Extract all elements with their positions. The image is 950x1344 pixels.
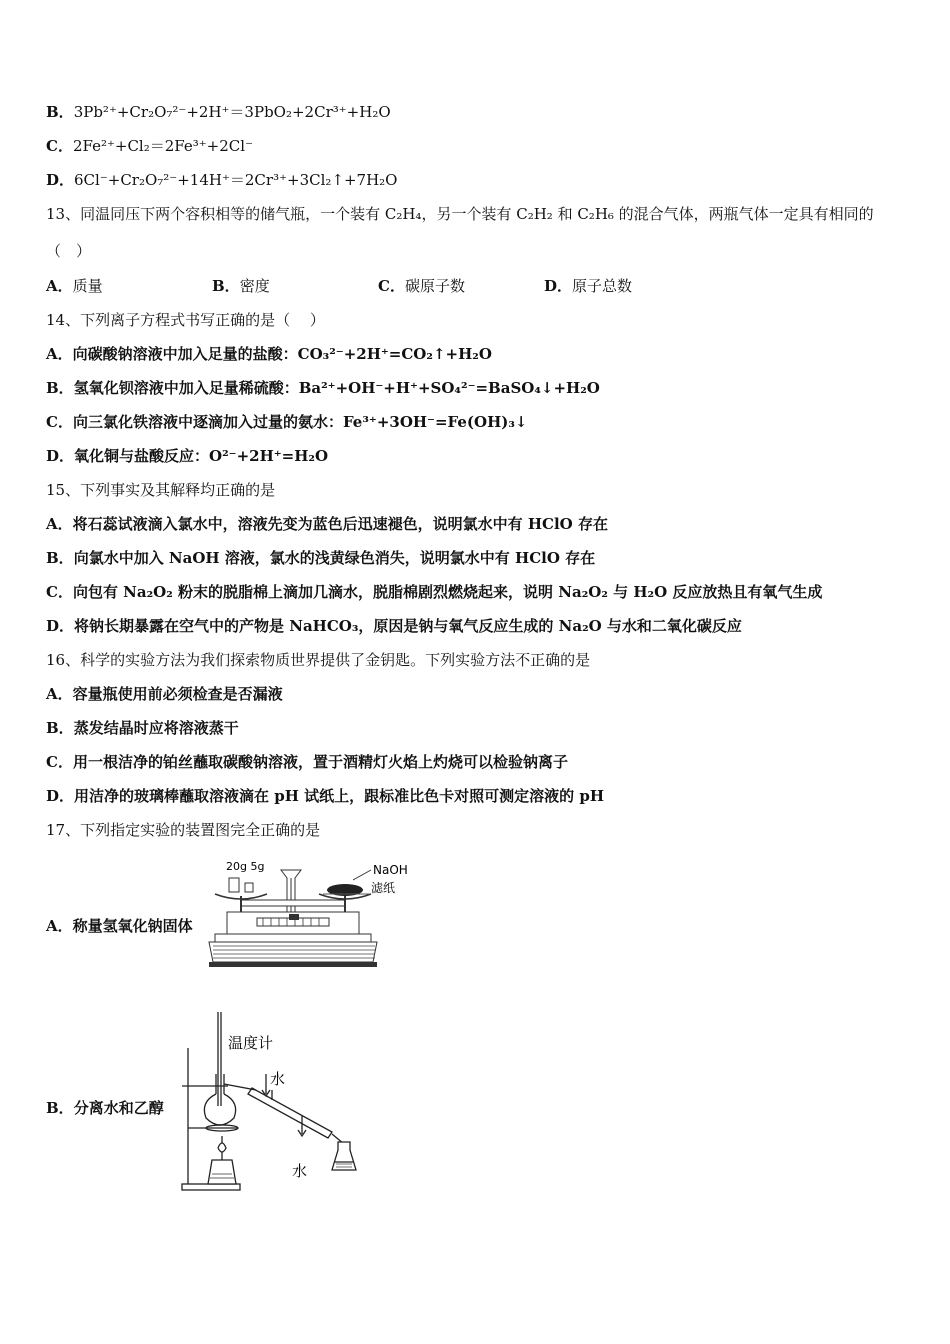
q14-option-a: [46, 344, 492, 364]
q13-option-a: [46, 276, 212, 296]
option-text: 原子总数: [572, 277, 633, 295]
option-text: 称量氢氧化钠固体: [72, 917, 193, 935]
option-text: 2Fe²⁺+Cl₂＝2Fe³⁺+2Cl⁻: [72, 137, 253, 155]
q16-stem: 16、科学的实验方法为我们探索物质世界提供了金钥匙。下列实验方法不正确的是: [46, 651, 591, 669]
q12-option-d: [46, 170, 397, 190]
weights-label: 20g 5g: [226, 860, 265, 873]
balance-figure: [205, 856, 415, 972]
option-label: C．: [46, 583, 73, 601]
q16-option-d: [46, 786, 604, 806]
option-text: 分离水和乙醇: [73, 1099, 164, 1117]
option-text: 将钠长期暴露在空气中的产物是 NaHCO₃，原因是钠与氧气反应生成的 Na₂O 与水和二氧化碳反应: [74, 617, 742, 635]
option-text: 密度: [239, 277, 270, 295]
q13-stem: 13、同温同压下两个容积相等的储气瓶，一个装有 C₂H₄，另一个装有 C₂H₂ 和 C₂H₆ 的混合气体，两瓶气体一定具有相同的（ ）: [46, 205, 874, 260]
option-label: A．: [46, 345, 73, 363]
q13-option-c: [378, 276, 544, 296]
option-text: 蒸发结晶时应将溶液蒸干: [73, 719, 239, 737]
q16-option-b: [46, 718, 239, 738]
option-label: B．: [212, 277, 240, 295]
option-label: B．: [46, 719, 74, 737]
option-label: C．: [46, 137, 73, 155]
q13-options: [46, 276, 632, 296]
option-label: A．: [46, 277, 73, 295]
water-outlet-label: 水: [292, 1163, 308, 1180]
option-label: B．: [46, 379, 74, 397]
q16-option-c: [46, 752, 568, 772]
option-label: C．: [378, 277, 405, 295]
option-label: B．: [46, 103, 74, 121]
option-text: 向三氯化铁溶液中逐滴加入过量的氨水：Fe³⁺+3OH⁻=Fe(OH)₃↓: [72, 413, 528, 431]
option-text: 将石蕊试液滴入氯水中，溶液先变为蓝色后迅速褪色，说明氯水中有 HClO 存在: [72, 515, 608, 533]
option-label: A．: [46, 515, 73, 533]
option-text: 质量: [72, 277, 103, 295]
thermometer-label: 温度计: [228, 1035, 274, 1052]
option-label: D．: [46, 171, 75, 189]
option-label: A．: [46, 685, 73, 703]
option-text: 用一根洁净的铂丝蘸取碳酸钠溶液，置于酒精灯火焰上灼烧可以检验钠离子: [72, 753, 568, 771]
q17-option-b: [46, 1098, 164, 1118]
q14-stem: 14、下列离子方程式书写正确的是（ ）: [46, 311, 325, 329]
option-label: D．: [46, 617, 75, 635]
distillation-figure: [172, 1010, 362, 1196]
naoh-label: NaOH: [373, 863, 408, 877]
q13-option-d: [544, 276, 632, 296]
option-text: 氧化铜与盐酸反应：O²⁻+2H⁺=H₂O: [74, 447, 329, 465]
q16-option-a: [46, 684, 283, 704]
q14-option-d: [46, 446, 328, 466]
q15-option-d: [46, 616, 742, 636]
q15-option-a: [46, 514, 608, 534]
option-label: D．: [544, 277, 573, 295]
q15-option-b: [46, 548, 595, 568]
option-label: B．: [46, 1099, 74, 1117]
option-text: 向包有 Na₂O₂ 粉末的脱脂棉上滴加几滴水，脱脂棉剧烈燃烧起来，说明 Na₂O₂ 与 H₂O 反应放热且有氧气生成: [72, 583, 823, 601]
option-label: B．: [46, 549, 74, 567]
q14-option-c: [46, 412, 528, 432]
q12-option-b: [46, 102, 391, 122]
q17-option-a: [46, 916, 193, 936]
q12-option-c: [46, 136, 253, 156]
option-text: 碳原子数: [404, 277, 465, 295]
option-label: C．: [46, 413, 73, 431]
option-text: 用洁净的玻璃棒蘸取溶液滴在 pH 试纸上，跟标准比色卡对照可测定溶液的 pH: [74, 787, 605, 805]
option-label: A．: [46, 917, 73, 935]
option-text: 向碳酸钠溶液中加入足量的盐酸：CO₃²⁻+2H⁺=CO₂↑+H₂O: [72, 345, 492, 363]
q17-stem: 17、下列指定实验的装置图完全正确的是: [46, 821, 321, 839]
option-text: 氢氧化钡溶液中加入足量稀硫酸：Ba²⁺+OH⁻+H⁺+SO₄²⁻=BaSO₄↓+H₂O: [73, 379, 600, 397]
option-text: 3Pb²⁺+Cr₂O₇²⁻+2H⁺＝3PbO₂+2Cr³⁺+H₂O: [73, 103, 391, 121]
q14-option-b: [46, 378, 600, 398]
q13-option-b: [212, 276, 378, 296]
option-label: D．: [46, 787, 75, 805]
option-text: 容量瓶使用前必须检查是否漏液: [72, 685, 283, 703]
option-text: 向氯水中加入 NaOH 溶液，氯水的浅黄绿色消失，说明氯水中有 HClO 存在: [73, 549, 596, 567]
option-text: 6Cl⁻+Cr₂O₇²⁻+14H⁺＝2Cr³⁺+3Cl₂↑+7H₂O: [74, 171, 398, 189]
option-label: C．: [46, 753, 73, 771]
option-label: D．: [46, 447, 75, 465]
water-inlet-label: 水: [270, 1071, 286, 1088]
filter-paper-label: 滤纸: [371, 881, 396, 895]
q15-option-c: [46, 582, 822, 602]
q15-stem: 15、下列事实及其解释均正确的是: [46, 481, 276, 499]
